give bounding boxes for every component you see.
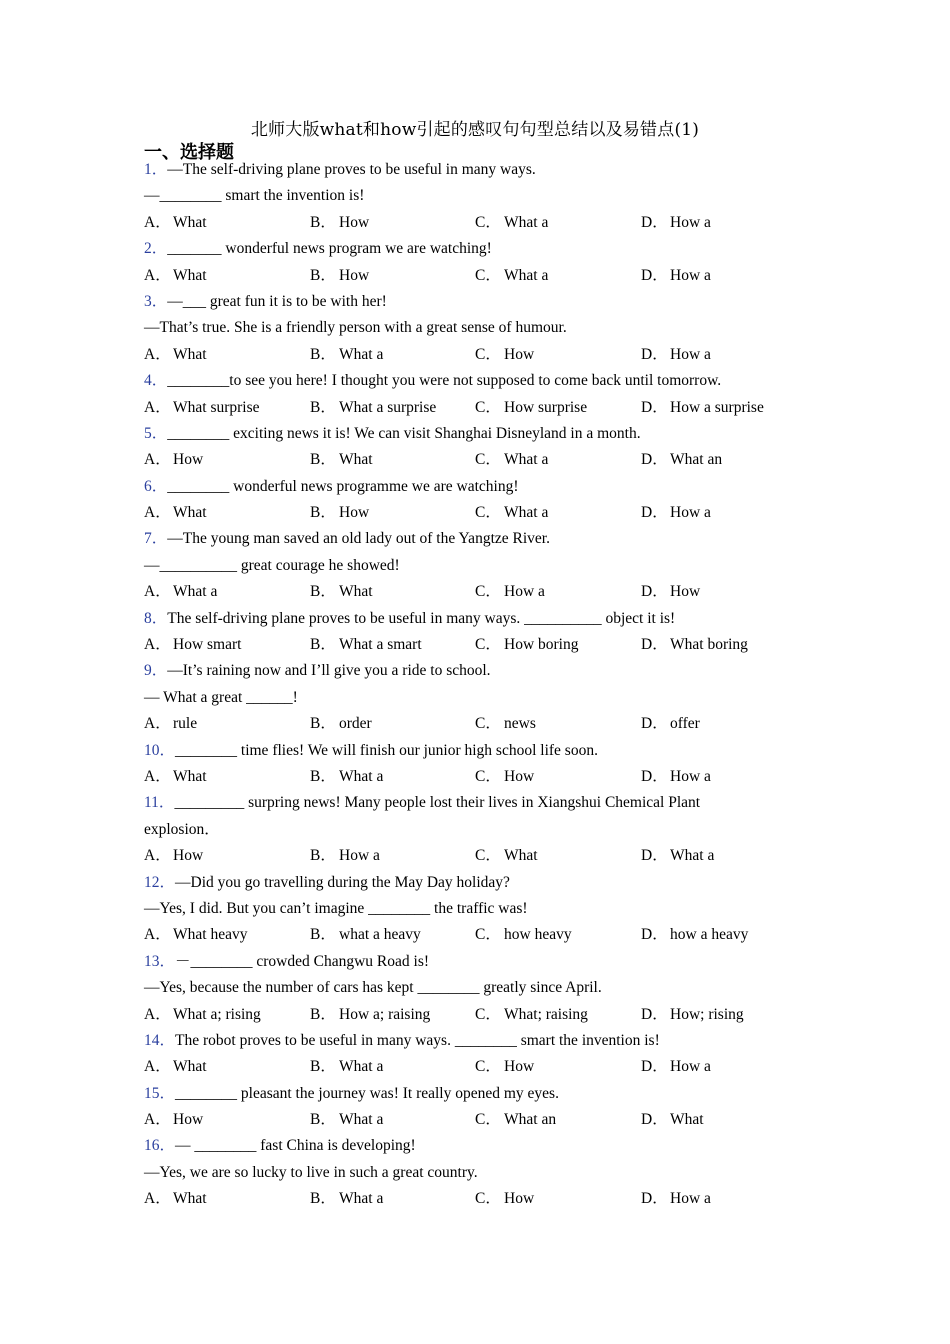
answer-option — [641, 711, 700, 737]
answer-options — [144, 500, 804, 526]
answer-options — [144, 764, 804, 790]
option-letter: B． — [310, 266, 336, 284]
option-letter: B． — [310, 583, 336, 601]
answer-option — [310, 579, 373, 605]
answer-option — [310, 500, 369, 526]
question-number: 11． — [144, 794, 175, 812]
answer-option — [641, 1186, 711, 1212]
option-text: how a heavy — [670, 926, 749, 944]
answer-options — [144, 1107, 804, 1133]
option-text: How a; raising — [339, 1005, 431, 1023]
option-letter: B． — [310, 636, 336, 654]
question-line — [144, 157, 804, 183]
option-text: How smart — [173, 636, 242, 654]
option-text: How; rising — [670, 1005, 744, 1023]
question-item — [144, 949, 804, 1028]
option-text: What a smart — [339, 636, 422, 654]
answer-option — [310, 843, 380, 869]
answer-option — [144, 764, 207, 790]
answer-option — [144, 263, 207, 289]
option-text: What — [670, 1111, 704, 1129]
option-letter: C． — [475, 926, 501, 944]
option-text: offer — [670, 715, 700, 733]
option-letter: B． — [310, 1190, 336, 1208]
answer-option — [475, 1107, 556, 1133]
option-text: How — [339, 266, 370, 284]
question-item — [144, 289, 804, 368]
question-number: 5． — [144, 424, 168, 442]
option-letter: C． — [475, 583, 501, 601]
answer-option — [641, 922, 748, 948]
question-number: 6． — [144, 477, 168, 495]
option-text: What — [173, 213, 207, 231]
option-text: What — [173, 266, 207, 284]
option-text: What an — [504, 1111, 557, 1129]
option-letter: C． — [475, 345, 501, 363]
answer-options — [144, 395, 804, 421]
question-line — [144, 975, 804, 1001]
question-item — [144, 421, 804, 474]
question-text: —________ smart the invention is! — [144, 187, 365, 205]
answer-options — [144, 632, 804, 658]
answer-option — [310, 263, 369, 289]
answer-option — [144, 1054, 207, 1080]
answer-option — [310, 447, 373, 473]
question-number: 15． — [144, 1084, 176, 1102]
option-letter: D． — [641, 636, 668, 654]
option-text: What a — [504, 213, 549, 231]
option-text: How a — [670, 345, 711, 363]
answer-options — [144, 843, 804, 869]
option-letter: C． — [475, 636, 501, 654]
answer-option — [641, 632, 748, 658]
question-number: 8． — [144, 609, 168, 627]
answer-option — [641, 263, 711, 289]
option-text: What a surprise — [339, 398, 437, 416]
option-text: How — [504, 345, 535, 363]
question-line — [144, 738, 804, 764]
question-line — [144, 315, 804, 341]
question-line — [144, 870, 804, 896]
answer-option — [144, 342, 207, 368]
option-letter: A． — [144, 715, 171, 733]
option-letter: A． — [144, 1190, 171, 1208]
answer-option — [144, 1002, 261, 1028]
answer-options — [144, 447, 804, 473]
answer-option — [310, 342, 383, 368]
answer-option — [475, 395, 587, 421]
option-text: What; raising — [504, 1005, 588, 1023]
option-letter: A． — [144, 504, 171, 522]
option-text: How a — [339, 847, 380, 865]
question-text: —__________ great courage he showed! — [144, 556, 400, 574]
option-letter: B． — [310, 345, 336, 363]
option-text: How a surprise — [670, 398, 764, 416]
question-text: －________ crowded Changwu Road is! — [175, 952, 430, 970]
answer-option — [144, 210, 207, 236]
answer-option — [310, 764, 383, 790]
option-text: What a — [173, 583, 218, 601]
answer-option — [310, 922, 421, 948]
answer-option — [310, 210, 369, 236]
option-letter: D． — [641, 345, 668, 363]
answer-option — [144, 395, 260, 421]
option-letter: D． — [641, 1111, 668, 1129]
option-text: How — [504, 1190, 535, 1208]
answer-options — [144, 210, 804, 236]
answer-option — [475, 210, 548, 236]
question-text: —The young man saved an old lady out of the Yangtze River. — [167, 530, 550, 548]
answer-options — [144, 922, 804, 948]
question-item — [144, 738, 804, 791]
answer-option — [475, 263, 548, 289]
option-letter: A． — [144, 767, 171, 785]
question-item — [144, 1081, 804, 1134]
answer-option — [475, 342, 534, 368]
answer-option — [310, 1002, 430, 1028]
question-text: —Did you go travelling during the May Day holiday? — [175, 873, 510, 891]
option-letter: D． — [641, 926, 668, 944]
question-line — [144, 368, 804, 394]
answer-option — [144, 579, 217, 605]
option-text: How a — [670, 266, 711, 284]
answer-option — [641, 579, 700, 605]
question-line — [144, 474, 804, 500]
question-item — [144, 236, 804, 289]
option-text: What — [173, 1058, 207, 1076]
option-text: How — [504, 1058, 535, 1076]
option-text: What — [173, 767, 207, 785]
option-letter: D． — [641, 398, 668, 416]
question-number: 4． — [144, 372, 168, 390]
answer-option — [144, 711, 197, 737]
question-item — [144, 658, 804, 737]
question-line — [144, 183, 804, 209]
option-letter: C． — [475, 1005, 501, 1023]
option-text: How a — [504, 583, 545, 601]
question-list — [144, 157, 804, 1213]
question-text: explosion． — [144, 820, 220, 838]
question-text: —___ great fun it is to be with her! — [167, 292, 387, 310]
question-number: 2． — [144, 240, 168, 258]
question-line — [144, 236, 804, 262]
answer-options — [144, 263, 804, 289]
answer-option — [475, 1054, 534, 1080]
option-letter: D． — [641, 583, 668, 601]
option-letter: B． — [310, 847, 336, 865]
option-letter: B． — [310, 767, 336, 785]
option-text: How boring — [504, 636, 579, 654]
option-letter: A． — [144, 1058, 171, 1076]
option-letter: D． — [641, 451, 668, 469]
answer-option — [144, 843, 203, 869]
option-letter: B． — [310, 213, 336, 231]
option-text: How a — [670, 213, 711, 231]
question-text: — What a great ______! — [144, 688, 298, 706]
question-line — [144, 896, 804, 922]
answer-option — [310, 395, 436, 421]
question-text: The self-driving plane proves to be useful in many ways. __________ object it is! — [167, 609, 676, 627]
section-heading: 一、选择题 — [144, 142, 234, 163]
option-letter: C． — [475, 398, 501, 416]
option-letter: D． — [641, 1190, 668, 1208]
option-text: What a — [504, 451, 549, 469]
option-text: how heavy — [504, 926, 572, 944]
answer-option — [641, 1054, 711, 1080]
option-text: What a — [504, 504, 549, 522]
answer-option — [641, 210, 711, 236]
answer-options — [144, 342, 804, 368]
option-text: news — [504, 715, 536, 733]
option-text: rule — [173, 715, 198, 733]
document-title: 北师大版what和how引起的感叹句句型总结以及易错点(1) — [250, 120, 700, 140]
option-letter: A． — [144, 1005, 171, 1023]
option-text: What — [173, 504, 207, 522]
option-text: What heavy — [173, 926, 248, 944]
answer-option — [144, 1186, 207, 1212]
answer-option — [310, 1107, 383, 1133]
option-letter: C． — [475, 1058, 501, 1076]
option-text: How — [670, 583, 701, 601]
question-text: _______ wonderful news program we are watching! — [167, 240, 492, 258]
answer-option — [641, 342, 711, 368]
option-text: what a heavy — [339, 926, 421, 944]
question-item — [144, 526, 804, 605]
question-item — [144, 870, 804, 949]
option-letter: A． — [144, 636, 171, 654]
question-line — [144, 1160, 804, 1186]
question-number: 16． — [144, 1137, 176, 1155]
question-line — [144, 949, 804, 975]
answer-option — [475, 922, 572, 948]
question-item — [144, 1133, 804, 1212]
option-text: What — [173, 1190, 207, 1208]
question-text: ________to see you here! I thought you were not supposed to come back until tomorrow. — [167, 372, 722, 390]
question-number: 14． — [144, 1031, 176, 1049]
option-letter: B． — [310, 1005, 336, 1023]
question-number: 13． — [144, 952, 176, 970]
question-line — [144, 289, 804, 315]
answer-option — [310, 711, 372, 737]
option-text: What a — [339, 1190, 384, 1208]
option-letter: D． — [641, 1058, 668, 1076]
question-line — [144, 790, 804, 816]
question-number: 7． — [144, 530, 168, 548]
option-letter: D． — [641, 213, 668, 231]
answer-option — [144, 1107, 203, 1133]
option-text: What boring — [670, 636, 748, 654]
option-text: What a; rising — [173, 1005, 261, 1023]
question-number: 12． — [144, 873, 176, 891]
answer-option — [475, 1186, 534, 1212]
question-line — [144, 421, 804, 447]
question-item — [144, 474, 804, 527]
question-text: — ________ fast China is developing! — [175, 1137, 416, 1155]
option-letter: B． — [310, 398, 336, 416]
option-letter: B． — [310, 1058, 336, 1076]
question-number: 10． — [144, 741, 176, 759]
option-text: What — [173, 345, 207, 363]
answer-option — [310, 1054, 383, 1080]
answer-options — [144, 1002, 804, 1028]
option-text: What a — [339, 1058, 384, 1076]
option-letter: C． — [475, 451, 501, 469]
option-letter: D． — [641, 266, 668, 284]
answer-option — [144, 447, 203, 473]
question-text: —It’s raining now and I’ll give you a ride to school. — [167, 662, 491, 680]
answer-option — [475, 1002, 588, 1028]
option-letter: B． — [310, 1111, 336, 1129]
answer-option — [475, 632, 578, 658]
question-item — [144, 790, 804, 869]
option-letter: D． — [641, 1005, 668, 1023]
answer-option — [641, 447, 722, 473]
option-text: How a — [670, 1058, 711, 1076]
option-text: How — [504, 767, 535, 785]
option-text: What a — [339, 345, 384, 363]
option-text: What — [504, 847, 538, 865]
question-line — [144, 1133, 804, 1159]
option-text: What an — [670, 451, 723, 469]
answer-option — [641, 1107, 704, 1133]
option-letter: A． — [144, 847, 171, 865]
option-letter: D． — [641, 847, 668, 865]
question-item — [144, 157, 804, 236]
option-letter: A． — [144, 451, 171, 469]
question-number: 1． — [144, 161, 168, 178]
answer-option — [641, 1002, 744, 1028]
option-letter: B． — [310, 715, 336, 733]
question-text: —Yes, I did. But you can’t imagine ________ the traffic was! — [144, 899, 528, 917]
answer-option — [144, 500, 207, 526]
question-item — [144, 1028, 804, 1081]
option-letter: C． — [475, 847, 501, 865]
question-line — [144, 817, 804, 843]
answer-option — [144, 922, 247, 948]
answer-option — [475, 447, 548, 473]
option-text: What — [339, 451, 373, 469]
option-text: How surprise — [504, 398, 588, 416]
option-text: What a — [670, 847, 715, 865]
question-line — [144, 658, 804, 684]
question-text: ________ pleasant the journey was! It really opened my eyes. — [175, 1084, 559, 1102]
option-letter: A． — [144, 345, 171, 363]
question-text: —Yes, because the number of cars has kept ________ greatly since April. — [144, 979, 602, 997]
question-line — [144, 1028, 804, 1054]
option-text: How a — [670, 767, 711, 785]
option-letter: C． — [475, 213, 501, 231]
question-line — [144, 1081, 804, 1107]
question-line — [144, 685, 804, 711]
question-line — [144, 553, 804, 579]
option-letter: C． — [475, 767, 501, 785]
question-item — [144, 368, 804, 421]
question-text: —The self-driving plane proves to be useful in many ways. — [167, 161, 536, 178]
answer-options — [144, 711, 804, 737]
question-line — [144, 606, 804, 632]
option-text: How — [173, 451, 204, 469]
option-letter: C． — [475, 715, 501, 733]
answer-option — [641, 764, 711, 790]
option-text: What a — [504, 266, 549, 284]
answer-option — [475, 579, 545, 605]
option-text: What — [339, 583, 373, 601]
option-text: How — [339, 504, 370, 522]
answer-option — [475, 500, 548, 526]
option-text: What a — [339, 1111, 384, 1129]
question-text: ________ time flies! We will finish our junior high school life soon. — [175, 741, 598, 759]
option-text: order — [339, 715, 372, 733]
option-letter: C． — [475, 266, 501, 284]
option-text: How a — [670, 1190, 711, 1208]
option-text: How — [173, 847, 204, 865]
option-letter: A． — [144, 926, 171, 944]
option-letter: D． — [641, 715, 668, 733]
option-text: What a — [339, 767, 384, 785]
option-letter: C． — [475, 1111, 501, 1129]
option-text: What surprise — [173, 398, 260, 416]
question-text: ________ wonderful news programme we are watching! — [167, 477, 519, 495]
question-text: _________ surpring news! Many people lost their lives in Xiangshui Chemical Plant — [174, 794, 701, 812]
answer-options — [144, 1054, 804, 1080]
option-letter: A． — [144, 266, 171, 284]
question-text: —Yes, we are so lucky to live in such a great country. — [144, 1163, 478, 1181]
option-letter: C． — [475, 504, 501, 522]
answer-option — [475, 764, 534, 790]
option-letter: D． — [641, 767, 668, 785]
option-letter: B． — [310, 926, 336, 944]
option-text: How a — [670, 504, 711, 522]
option-letter: C． — [475, 1190, 501, 1208]
option-letter: A． — [144, 1111, 171, 1129]
question-line — [144, 526, 804, 552]
answer-option — [641, 500, 711, 526]
answer-option — [475, 843, 538, 869]
answer-options — [144, 579, 804, 605]
question-text: The robot proves to be useful in many ways. ________ smart the invention is! — [175, 1031, 660, 1049]
option-text: How — [173, 1111, 204, 1129]
question-text: —That’s true. She is a friendly person with a great sense of humour. — [144, 319, 567, 337]
answer-options — [144, 1186, 804, 1212]
answer-option — [310, 1186, 383, 1212]
answer-option — [641, 843, 714, 869]
question-item — [144, 606, 804, 659]
option-letter: A． — [144, 583, 171, 601]
question-text: ________ exciting news it is! We can visit Shanghai Disneyland in a month. — [167, 424, 641, 442]
question-number: 3． — [144, 292, 168, 310]
option-text: How — [339, 213, 370, 231]
option-letter: B． — [310, 451, 336, 469]
answer-option — [475, 711, 536, 737]
answer-option — [144, 632, 241, 658]
option-letter: A． — [144, 398, 171, 416]
option-letter: D． — [641, 504, 668, 522]
option-letter: A． — [144, 213, 171, 231]
answer-option — [310, 632, 422, 658]
question-number: 9． — [144, 662, 168, 680]
answer-option — [641, 395, 764, 421]
option-letter: B． — [310, 504, 336, 522]
